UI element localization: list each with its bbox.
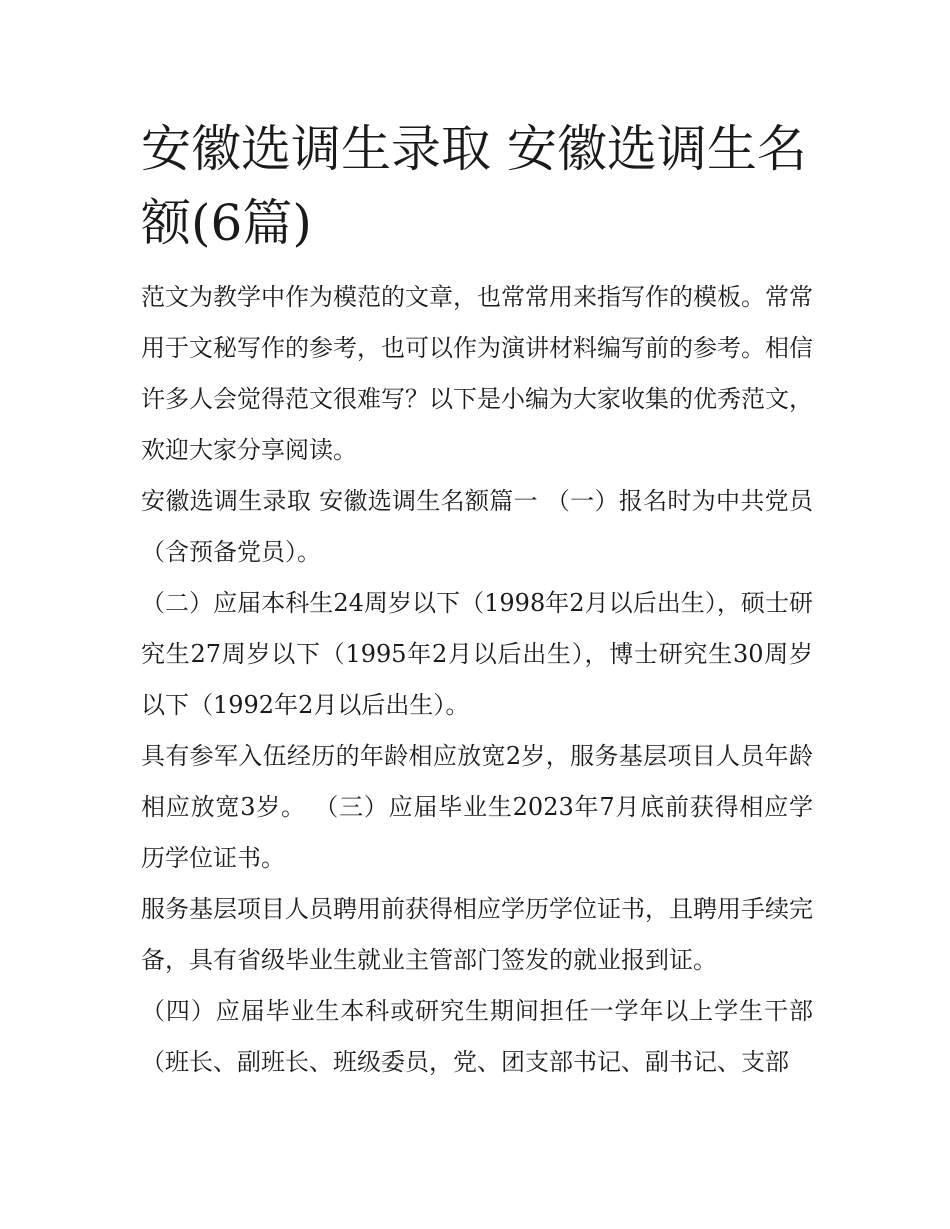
paragraph-1: 安徽选调生录取 安徽选调生名额篇一 （一）报名时为中共党员（含预备党员）。 [141, 487, 813, 566]
paragraph-5: （四）应届毕业生本科或研究生期间担任一学年以上学生干部（班长、副班长、班级委员，党、团支部书记、副书记、支部 [141, 997, 813, 1076]
paragraph-3: 具有参军入伍经历的年龄相应放宽2岁，服务基层项目人员年龄相应放宽3岁。 （三）应届毕业生2023年7月底前获得相应学历学位证书。 [141, 742, 813, 872]
paragraph-2: （二）应届本科生24周岁以下（1998年2月以后出生），硕士研究生27周岁以下（1995年2月以后出生），博士研究生30周岁以下（1992年2月以后出生）。 [141, 589, 813, 719]
document-page [141, 112, 813, 1088]
paragraph-intro: 范文为教学中作为模范的文章，也常常用来指写作的模板。常常用于文秘写作的参考，也可以作为演讲材料编写前的参考。相信许多人会觉得范文很难写？以下是小编为大家收集的优秀范文，欢迎大家分享阅读。 [141, 283, 813, 464]
paragraph-4: 服务基层项目人员聘用前获得相应学历学位证书，且聘用手续完备，具有省级毕业生就业主管部门签发的就业报到证。 [141, 895, 813, 974]
document-title: 安徽选调生录取 安徽选调生名额(6篇) [141, 120, 807, 252]
